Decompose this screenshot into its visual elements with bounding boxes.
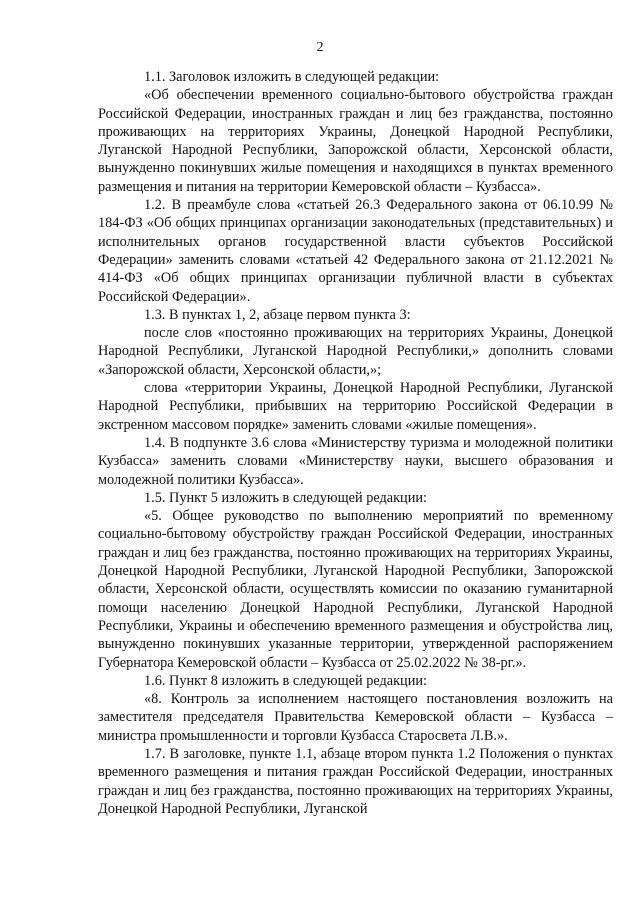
paragraph-1-7: 1.7. В заголовке, пункте 1.1, абзаце втором пункта 1.2 Положения о пунктах временного размещения и питания граждан Российской Федерации, иностранных граждан и лиц без гражданства, постоянно проживающих на территориях Украины, Донецкой Народной Республики, Луганской — [98, 745, 613, 817]
paragraph-1-3-words: слова «территории Украины, Донецкой Народной Республики, Луганской Народной Республики, прибывших на территорию Российской Федерации в экстренном массовом порядке» заменить словами «жилые помещения». — [98, 380, 613, 433]
paragraph-1-4: 1.4. В подпункте 3.6 слова «Министерству туризма и молодежной политики Кузбасса» заменить словами «Министерству науки, высшего образования и молодежной политики Кузбасса». — [98, 434, 613, 488]
document-body — [98, 68, 613, 818]
paragraph-item-5-text: «5. Общее руководство по выполнению мероприятий по временному социально-бытовому обустройству граждан Российской Федерации, иностранных граждан и лиц без гражданства, постоянно проживающих на территориях Украины, Донецкой Народной Республики, Луганской Народной Республики, Запорожской области, Херсонской области, осуществлять комиссии по оказанию гуманитарной помощи населению Донецкой Народной Республики, Луганской Народной Республики, Украины и обеспечению временного размещения и обустройства лиц, вынужденно покинувших указанные территории, утвержденной распоряжением Губернатора Кемеровской области – Кузбасса от 25.02.2022 № 38-рг.». — [98, 508, 613, 671]
paragraph-item-8-text: «8. Контроль за исполнением настоящего постановления возложить на заместителя председателя Правительства Кемеровской области – Кузбасса – министра промышленности и торговли Кузбасса Старосвета Л.В.». — [98, 691, 613, 744]
paragraph-1-3: 1.3. В пунктах 1, 2, абзаце первом пункта 3: — [144, 306, 411, 323]
paragraph-1-5: 1.5. Пункт 5 изложить в следующей редакции: — [144, 489, 427, 506]
paragraph-1-1-heading: 1.1. Заголовок изложить в следующей редакции: — [144, 69, 440, 85]
paragraph-1-6: 1.6. Пункт 8 изложить в следующей редакции: — [144, 672, 427, 689]
page-number: 2 — [316, 40, 324, 55]
paragraph-1-3-after-words: после слов «постоянно проживающих на территориях Украины, Донецкой Народной Республики, Луганской Народной Республики,» дополнить словами «Запорожской области, Херсонской области,»; — [98, 325, 613, 378]
paragraph-new-title: «Об обеспечении временного социально-бытового обустройства граждан Российской Федерации, иностранных граждан и лиц без гражданства, постоянно проживающих на территориях Украины, Донецкой Народной Республики, Луганской Народной Республики, Запорожской области, Херсонской области, вынужденно покинувших жилые помещения и находящихся в пунктах временного размещения и питания на территории Кемеровской области – Кузбасса». — [98, 87, 613, 195]
paragraph-1-2: 1.2. В преамбуле слова «статьей 26.3 Федерального закона от 06.10.99 № 184-ФЗ «Об общих принципах организации законодательных (представительных) и исполнительных органов государственной власти субъектов Российской Федерации» заменить словами «статьей 42 Федерального закона от 21.12.2021 № 414-ФЗ «Об общих принципах организации публичной власти в субъектах Российской Федерации». — [98, 197, 613, 305]
